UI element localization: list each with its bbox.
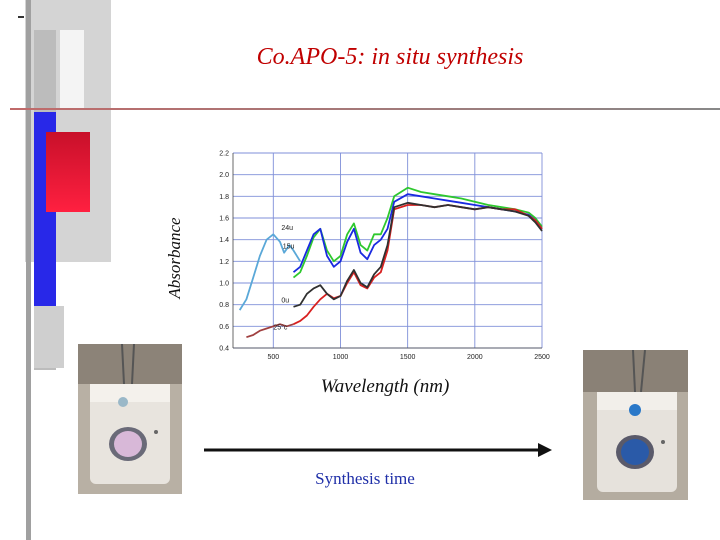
y-tick-label: 0.6 bbox=[219, 323, 229, 331]
x-tick-label: 2500 bbox=[534, 354, 550, 360]
slide-title: Co.APO-5: in situ synthesis bbox=[256, 44, 524, 70]
curve-annotation: 15u bbox=[282, 243, 295, 251]
y-tick-label: 2.2 bbox=[219, 150, 229, 158]
y-axis-label: Absorbance bbox=[165, 217, 184, 299]
deco-hline bbox=[10, 108, 720, 110]
x-tick-label: 1500 bbox=[399, 354, 416, 360]
plot-background bbox=[205, 145, 550, 360]
deco-bar-red bbox=[46, 132, 90, 212]
photo-cell-pink bbox=[78, 344, 182, 494]
x-tick-label: 2000 bbox=[467, 354, 483, 360]
curve-annotation: 25°c bbox=[273, 324, 288, 332]
x-tick-label: 500 bbox=[267, 354, 280, 360]
arrow-head bbox=[538, 443, 552, 457]
absorbance-chart bbox=[205, 145, 550, 360]
deco-bar-dark bbox=[26, 0, 31, 540]
deco-bar-white bbox=[60, 30, 84, 110]
synthesis-time-label: Synthesis time bbox=[315, 469, 415, 488]
y-tick-label: 0.8 bbox=[219, 302, 229, 310]
x-axis-label: Wavelength (nm) bbox=[320, 376, 450, 397]
curve-annotation: 24u bbox=[281, 224, 294, 232]
y-tick-label: 2.0 bbox=[219, 172, 229, 180]
curve-annotation: 0u bbox=[281, 297, 290, 305]
deco-bar-lower bbox=[34, 306, 64, 368]
y-tick-label: 1.8 bbox=[219, 193, 229, 201]
deco-top-tick bbox=[18, 16, 24, 18]
photo-cell-blue bbox=[583, 350, 688, 500]
y-tick-label: 1.4 bbox=[219, 237, 229, 245]
y-tick-label: 0.4 bbox=[219, 345, 229, 353]
y-tick-label: 1.2 bbox=[219, 258, 229, 266]
y-tick-label: 1.6 bbox=[219, 215, 229, 223]
synthesis-time-arrow bbox=[202, 438, 554, 462]
y-tick-label: 1.0 bbox=[219, 280, 229, 288]
x-tick-label: 1000 bbox=[332, 354, 349, 360]
